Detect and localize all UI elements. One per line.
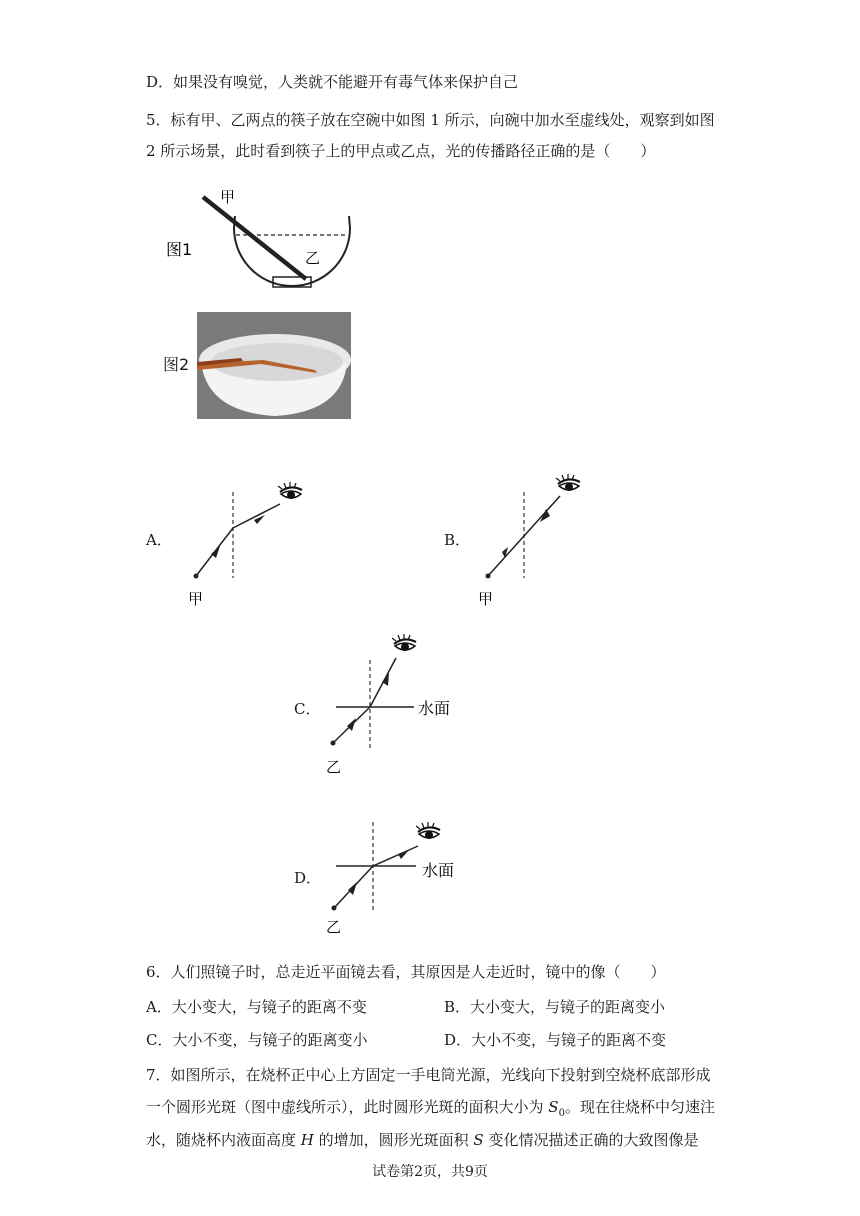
point-dot <box>331 741 336 746</box>
q5-stem-line1: 5．标有甲、乙两点的筷子放在空碗中如图 1 所示，向碗中加水至虚线处，观察到如图 <box>146 111 715 129</box>
point-label: 乙 <box>326 758 342 776</box>
point-label: 乙 <box>326 918 342 936</box>
q6-option-c: C．大小不变，与镜子的距离变小 <box>146 1031 368 1049</box>
water-surface-label: 水面 <box>422 861 455 880</box>
arrow-icon <box>348 882 357 895</box>
q6-option-a: A．大小变大，与镜子的距离不变 <box>146 998 367 1016</box>
q4-option-d: D．如果没有嗅觉，人类就不能避开有毒气体来保护自己 <box>146 73 519 91</box>
q7-line3-text-c: 变化情况描述正确的大致图像是 <box>483 1131 699 1149</box>
eye-icon <box>416 822 440 839</box>
eye-icon <box>278 482 302 499</box>
eye-icon <box>392 634 416 651</box>
point-dot <box>194 574 199 579</box>
arrow-icon <box>211 546 220 558</box>
point-dot <box>332 906 337 911</box>
arrow-icon <box>382 673 389 686</box>
q5-option-c-diagram <box>318 630 478 780</box>
q7-line3-text-b: 的增加，圆形光斑面积 <box>313 1131 474 1149</box>
q7-line2-text-a: 一个圆形光斑（图中虚线所示），此时圆形光斑的面积大小为 <box>146 1098 549 1116</box>
q5-stem-line2: 2 所示场景，此时看到筷子上的甲点或乙点，光的传播路径正确的是（ ） <box>146 142 656 160</box>
h-symbol: H <box>300 1131 314 1149</box>
q7-line2 <box>146 1097 715 1124</box>
q6-option-d: D．大小不变，与镜子的距离不变 <box>444 1031 667 1049</box>
s0-symbol: S <box>548 1098 559 1116</box>
point-dot <box>486 574 491 579</box>
q5-option-c-letter: C． <box>294 700 321 718</box>
eye-icon <box>556 474 580 491</box>
q6-option-b: B．大小变大，与镜子的距离变小 <box>444 998 666 1016</box>
ray-refracted <box>373 846 418 866</box>
q7-line3 <box>146 1130 698 1150</box>
q5-figure-2-photo <box>197 312 351 419</box>
q5-option-a-diagram <box>180 468 320 618</box>
point-label: 甲 <box>478 590 494 608</box>
q7-line2-text-b: 。现在往烧杯中匀速注 <box>564 1098 715 1116</box>
q5-option-b-diagram <box>470 468 610 618</box>
q7-line1: 7．如图所示，在烧杯正中心上方固定一手电筒光源，光线向下投射到空烧杯底部形成 <box>146 1066 711 1084</box>
arrow-icon <box>398 850 409 859</box>
page-footer: 试卷第2页，共9页 <box>372 1164 488 1180</box>
q7-line3-text-a: 水，随烧杯内液面高度 <box>146 1131 301 1149</box>
arrow-icon <box>502 547 508 558</box>
fig1-point-yi: 乙 <box>305 249 321 267</box>
s0-subscript: 0 <box>558 1108 565 1119</box>
chopstick <box>203 197 306 279</box>
ray-refracted <box>233 504 280 528</box>
q6-stem: 6．人们照镜子时，总走近平面镜去看，其原因是人走近时，镜中的像（ ） <box>146 963 666 981</box>
water-surface-label: 水面 <box>418 699 451 718</box>
s-symbol: S <box>473 1131 484 1149</box>
q5-option-d-letter: D． <box>294 869 322 887</box>
q5-option-b-letter: B． <box>444 531 471 549</box>
fig1-point-jia: 甲 <box>220 188 236 206</box>
fig1-label: 图1 <box>166 240 193 259</box>
fig2-label: 图2 <box>163 355 190 374</box>
q5-option-d-diagram <box>318 812 478 942</box>
q5-figure-1 <box>160 180 360 295</box>
q5-option-a-letter: A． <box>146 531 172 549</box>
point-label: 甲 <box>188 590 204 608</box>
